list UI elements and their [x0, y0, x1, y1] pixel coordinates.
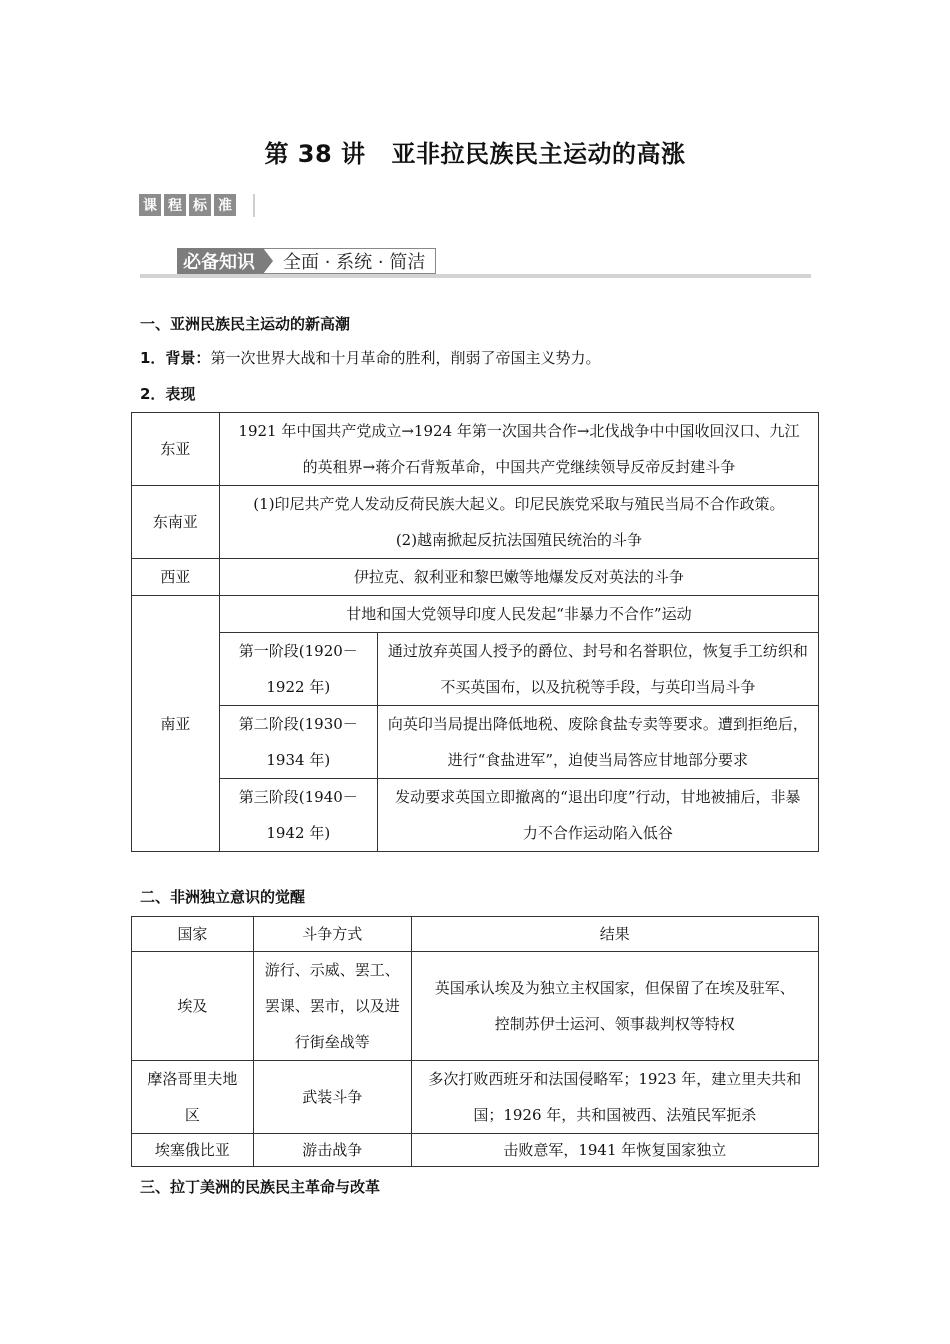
country-cell: 埃塞俄比亚	[132, 1134, 254, 1167]
knowledge-banner	[177, 248, 436, 274]
asia-table	[131, 412, 819, 852]
region-text	[219, 486, 818, 559]
table-row	[132, 706, 819, 779]
southeast-item-1: (1)印尼共产党人发动反荷民族大起义。印尼民族党采取与殖民当局不合作政策。	[253, 495, 785, 513]
stage-desc: 向英印当局提出降低地税、废除食盐专卖等要求。遭到拒绝后，进行“食盐进军”，迫使当局答应甘地部分要求	[377, 706, 818, 779]
page-title	[0, 134, 950, 169]
std-char: 准	[214, 194, 236, 216]
stage-name: 第三阶段(1940－1942 年)	[219, 779, 377, 852]
column-header: 结果	[411, 917, 818, 952]
table-row	[132, 596, 819, 633]
result-cell: 英国承认埃及为独立主权国家，但保留了在埃及驻军、控制苏伊士运河、领事裁判权等特权	[411, 952, 818, 1061]
stage-desc: 发动要求英国立即撤离的“退出印度”行动，甘地被捕后，非暴力不合作运动陷入低谷	[377, 779, 818, 852]
column-header: 斗争方式	[253, 917, 411, 952]
perf-label-text: 2．表现	[140, 385, 196, 403]
stage-name: 第一阶段(1920－1922 年)	[219, 633, 377, 706]
table-row	[132, 1061, 819, 1134]
divider	[253, 194, 255, 217]
table-row	[132, 559, 819, 596]
section-heading: 一、亚洲民族民主运动的新高潮	[140, 315, 351, 333]
country-cell: 摩洛哥里夫地区	[132, 1061, 254, 1134]
table-header-row	[132, 917, 819, 952]
bg-label: 1．背景：	[140, 349, 211, 367]
banner-label: 必备知识	[177, 248, 263, 274]
stage-name: 第二阶段(1930－1934 年)	[219, 706, 377, 779]
method-cell: 游行、示威、罢工、罢课、罢市，以及进行街垒战等	[253, 952, 411, 1061]
lesson-topic: 亚非拉民族民主运动的高涨	[391, 140, 686, 168]
background-paragraph	[140, 347, 600, 368]
std-char: 标	[189, 194, 211, 216]
region-cell: 南亚	[132, 596, 220, 852]
banner-tagline: 全面 · 系统 · 简洁	[263, 248, 436, 274]
table-row	[132, 486, 819, 559]
region-cell: 东亚	[132, 413, 220, 486]
banner-rule	[140, 274, 811, 278]
std-char: 程	[164, 194, 186, 216]
lesson-number: 第 38 讲	[264, 140, 366, 168]
method-cell: 武装斗争	[253, 1061, 411, 1134]
result-cell: 多次打败西班牙和法国侵略军；1923 年，建立里夫共和国；1926 年，共和国被西、法殖民军扼杀	[411, 1061, 818, 1134]
stage-desc: 通过放弃英国人授予的爵位、封号和名誉职位，恢复手工纺织和不买英国布，以及抗税等手段，与英印当局斗争	[377, 633, 818, 706]
africa-table	[131, 916, 819, 1167]
table-row	[132, 779, 819, 852]
column-header: 国家	[132, 917, 254, 952]
std-char: 课	[139, 194, 161, 216]
section-heading: 二、非洲独立意识的觉醒	[140, 888, 306, 906]
performance-label	[140, 383, 195, 404]
table-row	[132, 633, 819, 706]
table-row	[132, 952, 819, 1061]
southeast-item-2: (2)越南掀起反抗法国殖民统治的斗争	[395, 531, 643, 549]
region-cell: 东南亚	[132, 486, 220, 559]
region-text: 伊拉克、叙利亚和黎巴嫩等地爆发反对英法的斗争	[219, 559, 818, 596]
south-intro: 甘地和国大党领导印度人民发起“非暴力不合作”运动	[219, 596, 818, 633]
country-cell: 埃及	[132, 952, 254, 1061]
table-row	[132, 1134, 819, 1167]
method-cell: 游击战争	[253, 1134, 411, 1167]
region-text: 1921 年中国共产党成立→1924 年第一次国共合作→北伐战争中中国收回汉口、九江的英租界→蒋介石背叛革命，中国共产党继续领导反帝反封建斗争	[219, 413, 818, 486]
course-standard-label	[139, 194, 236, 216]
table-row	[132, 413, 819, 486]
region-cell: 西亚	[132, 559, 220, 596]
section-heading: 三、拉丁美洲的民族民主革命与改革	[140, 1178, 381, 1196]
bg-text: 第一次世界大战和十月革命的胜利，削弱了帝国主义势力。	[210, 349, 601, 367]
result-cell: 击败意军，1941 年恢复国家独立	[411, 1134, 818, 1167]
